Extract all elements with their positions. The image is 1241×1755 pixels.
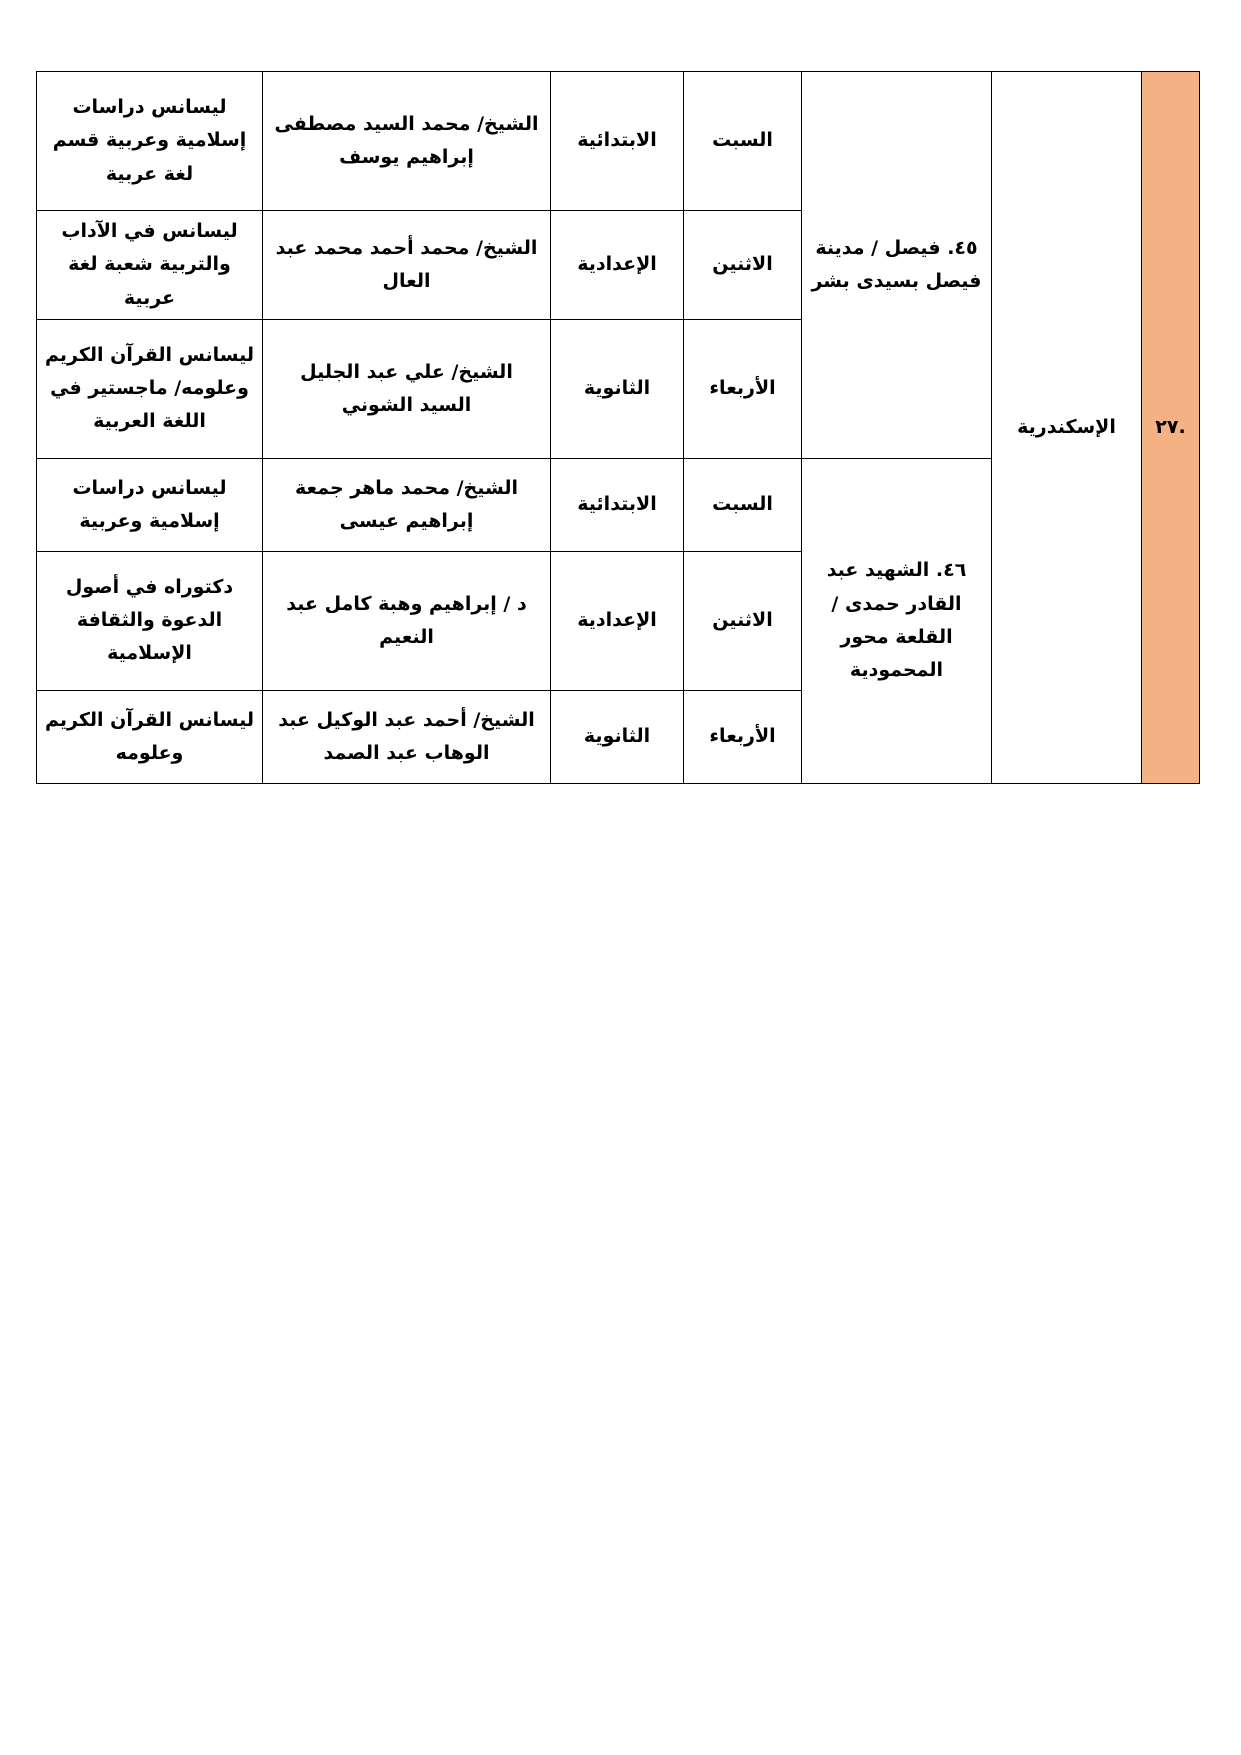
teacher-cell: الشيخ/ محمد أحمد محمد عبد العال bbox=[263, 211, 551, 320]
center-name: ٤٥. فيصل / مدينة فيصل بسيدى بشر bbox=[802, 72, 992, 459]
teacher-cell: د / إبراهيم وهبة كامل عبد النعيم bbox=[263, 551, 551, 690]
governorate-number: .٢٧ bbox=[1142, 72, 1200, 784]
day-cell: الاثنين bbox=[684, 551, 802, 690]
day-cell: السبت bbox=[684, 72, 802, 211]
teacher-cell: الشيخ/ أحمد عبد الوكيل عبد الوهاب عبد الصمد bbox=[263, 690, 551, 783]
table-row bbox=[37, 72, 1200, 211]
stage-cell: الثانوية bbox=[551, 319, 684, 458]
day-cell: السبت bbox=[684, 458, 802, 551]
stage-cell: الإعدادية bbox=[551, 211, 684, 320]
day-cell: الأربعاء bbox=[684, 690, 802, 783]
qualification-cell: ليسانس دراسات إسلامية وعربية bbox=[37, 458, 263, 551]
teacher-cell: الشيخ/ محمد السيد مصطفى إبراهيم يوسف bbox=[263, 72, 551, 211]
governorate-name: الإسكندرية bbox=[992, 72, 1142, 784]
stage-cell: الابتدائية bbox=[551, 72, 684, 211]
day-cell: الاثنين bbox=[684, 211, 802, 320]
qualification-cell: ليسانس القرآن الكريم وعلومه bbox=[37, 690, 263, 783]
qualification-cell: ليسانس القرآن الكريم وعلومه/ ماجستير في اللغة العربية bbox=[37, 319, 263, 458]
day-cell: الأربعاء bbox=[684, 319, 802, 458]
center-name: ٤٦. الشهيد عبد القادر حمدى / القلعة محور المحمودية bbox=[802, 458, 992, 783]
teacher-cell: الشيخ/ محمد ماهر جمعة إبراهيم عيسى bbox=[263, 458, 551, 551]
qualification-cell: ليسانس دراسات إسلامية وعربية قسم لغة عربية bbox=[37, 72, 263, 211]
qualification-cell: دكتوراه في أصول الدعوة والثقافة الإسلامية bbox=[37, 551, 263, 690]
stage-cell: الثانوية bbox=[551, 690, 684, 783]
stage-cell: الإعدادية bbox=[551, 551, 684, 690]
teacher-cell: الشيخ/ علي عبد الجليل السيد الشوني bbox=[263, 319, 551, 458]
qualification-cell: ليسانس في الآداب والتربية شعبة لغة عربية bbox=[37, 211, 263, 320]
schedule-table bbox=[36, 71, 1200, 784]
stage-cell: الابتدائية bbox=[551, 458, 684, 551]
